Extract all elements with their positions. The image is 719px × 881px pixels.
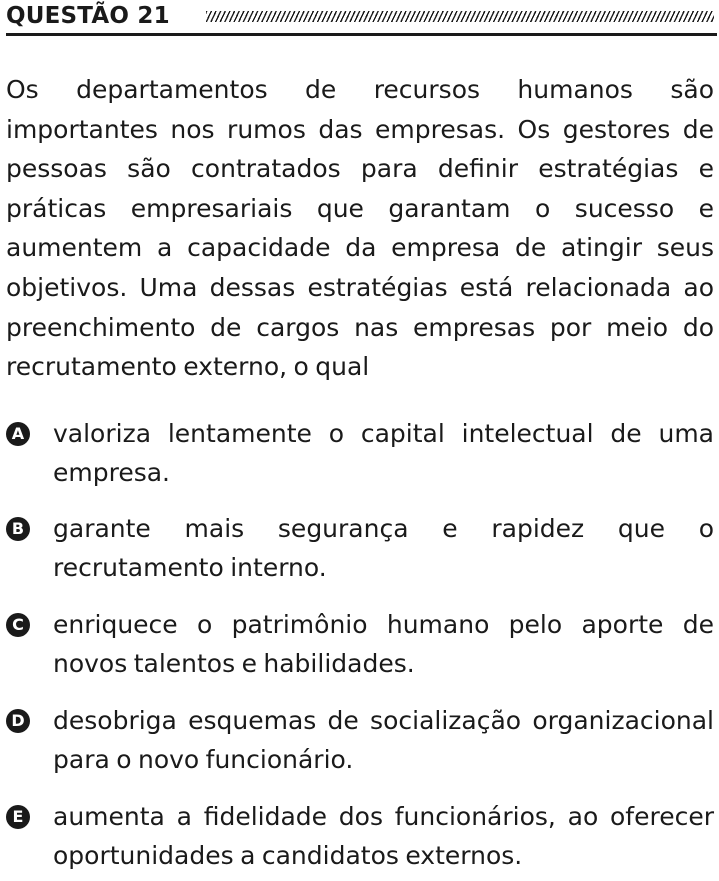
option-d[interactable]	[6, 701, 714, 779]
option-d-letter-badge: D	[6, 709, 30, 733]
option-a[interactable]	[6, 414, 714, 492]
option-a-text: valoriza lentamente o capital intelectual de uma empresa.	[53, 419, 714, 487]
decorative-hatch	[206, 11, 714, 22]
header-divider	[6, 33, 717, 36]
question-title: QUESTÃO 21	[6, 3, 170, 29]
option-b-text: garante mais segurança e rapidez que o recrutamento interno.	[53, 514, 714, 582]
option-b-letter-badge: B	[6, 517, 30, 541]
option-e-letter-badge: E	[6, 805, 30, 829]
option-c-letter-badge: C	[6, 613, 30, 637]
option-e-text: aumenta a fidelidade dos funcionários, ao oferecer oportunidades a candidatos externos.	[53, 802, 714, 870]
option-c[interactable]	[6, 605, 714, 683]
option-c-text: enriquece o patrimônio humano pelo aporte de novos talentos e habilidades.	[53, 610, 714, 678]
option-e[interactable]	[6, 797, 714, 875]
option-d-text: desobriga esquemas de socialização organizacional para o novo funcionário.	[53, 706, 714, 774]
option-b[interactable]	[6, 509, 714, 587]
question-header	[6, 0, 717, 38]
question-stem: Os departamentos de recursos humanos são importantes nos rumos das empresas. Os gestores de pessoas são contratados para definir estratégias e práticas empresariais que garantam o sucesso e aumentem a capacidade da empresa de atingir seus objetivos. Uma dessas estratégias está relacionada ao preenchimento de cargos nas empresas por meio do recrutamento externo, o qual	[6, 75, 714, 382]
option-a-letter-badge: A	[6, 422, 30, 446]
